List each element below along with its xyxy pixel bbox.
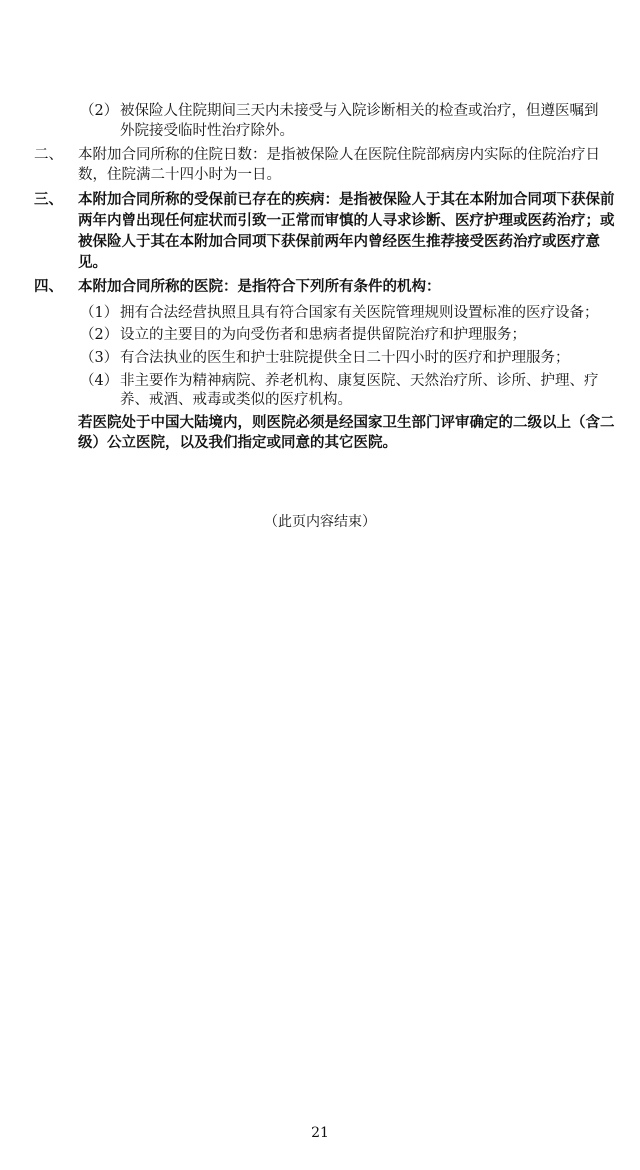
item-text: 有合法执业的医生和护士驻院提供全日二十四小时的医疗和护理服务； — [120, 350, 570, 366]
closing-text: 级）公立医院，以及我们指定或同意的其它医院。 — [78, 434, 397, 451]
item-text: 非主要作为精神病院、养老机构、康复医院、天然治疗所、诊所、护理、疗 — [120, 373, 599, 389]
item-text: 外院接受临时性治疗除外。 — [120, 123, 294, 139]
section-text: 两年内曾出现任何症状而引致一正常而审慎的人寻求诊断、医疗护理或医药治疗；或 — [78, 212, 615, 229]
section-number: 三、 — [34, 191, 63, 208]
item-text: 拥有合法经营执照且具有符合国家有关医院管理规则设置标准的医疗设备； — [120, 305, 599, 321]
section-text: 本附加合同所称的受保前已存在的疾病：是指被保险人于其在本附加合同项下获保前 — [78, 191, 615, 208]
item-text: 设立的主要目的为向受伤者和患病者提供留院治疗和护理服务； — [120, 327, 526, 343]
section-text: 数，住院满二十四小时为一日。 — [78, 167, 281, 183]
section-text: 本附加合同所称的住院日数：是指被保险人在医院住院部病房内实际的住院治疗日 — [78, 147, 600, 163]
end-note: （此页内容结束） — [264, 514, 376, 530]
item-number: （2） — [80, 103, 119, 119]
section-heading: 本附加合同所称的医院：是指符合下列所有条件的机构： — [78, 278, 441, 295]
closing-text: 若医院处于中国大陆境内，则医院必须是经国家卫生部门评审确定的二级以上（含二 — [78, 414, 615, 431]
section-number: 二、 — [34, 147, 63, 163]
section-text: 被保险人于其在本附加合同项下获保前两年内曾经医生推荐接受医药治疗或医疗意 — [78, 233, 600, 250]
section-number: 四、 — [34, 278, 63, 295]
section-text: 见。 — [78, 254, 107, 271]
item-number: （4） — [80, 373, 119, 389]
item-text: 养、戒酒、戒毒或类似的医疗机构。 — [120, 392, 352, 408]
item-number: （1） — [80, 305, 119, 321]
item-number: （3） — [80, 350, 119, 366]
item-text: 被保险人住院期间三天内未接受与入院诊断相关的检查或治疗，但遵医嘱到 — [120, 103, 599, 119]
page-number: 21 — [311, 1125, 329, 1141]
item-number: （2） — [80, 327, 119, 343]
